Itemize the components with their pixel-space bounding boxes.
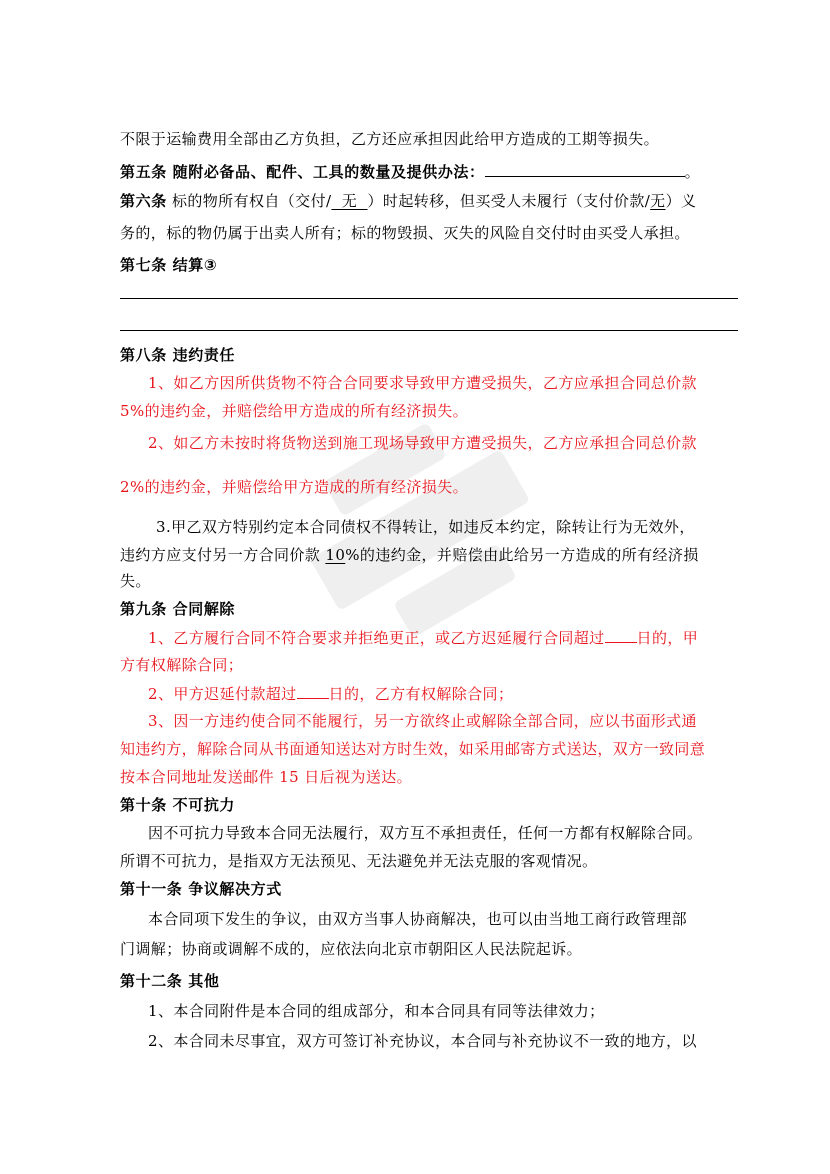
article-12-heading: 第十二条 其他 (120, 972, 220, 990)
article-8-item-3-text-a: 违约方应支付另一方合同价款 (120, 546, 326, 564)
article-10-line-1: 因不可抗力导致本合同无法履行，双方互不承担责任，任何一方都有权解除合同。 (148, 824, 703, 842)
article-8-item-2-line-2: 2%的违约金，并赔偿给甲方造成的所有经济损失。 (120, 478, 468, 496)
article-9-item-2-text-a: 2、甲方迟延付款超过 (148, 685, 297, 703)
article-8-item-3-percent: 10 (325, 546, 346, 564)
article-9-item-1-line-1 (148, 626, 740, 649)
article-6-text-a: 标的物所有权自（交付/ (166, 192, 332, 210)
article-6-text-b: ）时起转移，但买受人未履行（支付价款/ (367, 192, 651, 210)
article-9-item-2-text-b: 日的，乙方有权解除合同； (328, 685, 514, 703)
article-8-item-3-text-b: %的违约金，并赔偿由此给另一方造成的所有经济损 (345, 546, 699, 564)
article-6-line-1 (120, 190, 740, 212)
article-9-heading: 第九条 合同解除 (120, 600, 236, 618)
article-9-item-1-line-2: 方有权解除合同； (120, 656, 244, 674)
article-6-line-2: 务的，标的物仍属于出卖人所有；标的物毁损、灭失的风险自交付时由买受人承担。 (120, 224, 690, 242)
article-9-item-1-text-a: 1、乙方履行合同不符合要求并拒绝更正，或乙方迟延履行合同超过 (148, 629, 605, 647)
article-8-item-3-line-2 (120, 544, 740, 566)
article-6-text-c: ）义 (665, 192, 697, 210)
article-6-fill-1: 无 (331, 192, 368, 210)
article-8-heading: 第八条 违约责任 (120, 346, 236, 364)
article-9-item-2-blank (297, 682, 329, 699)
article-8-item-1-line-1: 1、如乙方因所供货物不符合合同要求导致甲方遭受损失，乙方应承担合同总价款 (148, 374, 697, 392)
clause-continuation: 不限于运输费用全部由乙方负担，乙方还应承担因此给甲方造成的工期等损失。 (120, 130, 660, 148)
article-5 (120, 160, 740, 183)
article-8-item-3-line-1: 3.甲乙双方特别约定本合同债权不得转让，如违反本约定，除转让行为无效外， (156, 518, 695, 536)
article-6-fill-2: 无 (650, 192, 666, 210)
article-9-item-2 (148, 682, 740, 705)
article-11-heading: 第十一条 争议解决方式 (120, 880, 282, 898)
article-11-line-2: 门调解；协商或调解不成的，应依法向北京市朝阳区人民法院起诉。 (120, 940, 583, 958)
article-11-line-1: 本合同项下发生的争议，由双方当事人协商解决，也可以由当地工商行政管理部 (148, 910, 688, 928)
article-9-item-1-text-b: 日的，甲 (636, 629, 699, 647)
article-12-item-1: 1、本合同附件是本合同的组成部分，和本合同具有同等法律效力； (148, 1002, 605, 1020)
article-5-text: 第五条 随附必备品、配件、工具的数量及提供办法： (120, 163, 485, 181)
article-6-heading: 第六条 (120, 192, 167, 210)
article-10-line-2: 所谓不可抗力，是指双方无法预见、无法避免并无法克服的客观情况。 (120, 852, 598, 870)
article-7-heading: 第七条 结算③ (120, 256, 218, 274)
article-9-item-3-line-1: 3、因一方违约使合同不能履行，另一方欲终止或解除全部合同，应以书面形式通 (148, 712, 697, 730)
article-8-item-1-line-2: 5%的违约金，并赔偿给甲方造成的所有经济损失。 (120, 402, 468, 420)
article-12-item-2: 2、本合同未尽事宜，双方可签订补充协议，本合同与补充协议不一致的地方，以 (148, 1032, 697, 1050)
settlement-rule-1 (120, 298, 738, 299)
article-8-item-3-line-3: 失。 (120, 572, 151, 590)
article-9-item-1-blank (605, 626, 637, 643)
article-9-item-3-line-3: 按本合同地址发送邮件 15 日后视为送达。 (120, 768, 413, 786)
article-5-blank (485, 160, 685, 177)
article-9-item-3-line-2: 知违约方，解除合同从书面通知送达对方时生效，如采用邮寄方式送达，双方一致同意 (120, 740, 706, 758)
settlement-rule-2 (120, 330, 738, 331)
article-10-heading: 第十条 不可抗力 (120, 796, 236, 814)
article-5-end: 。 (684, 163, 701, 181)
article-8-item-2-line-1: 2、如乙方未按时将货物送到施工现场导致甲方遭受损失，乙方应承担合同总价款 (148, 434, 697, 452)
